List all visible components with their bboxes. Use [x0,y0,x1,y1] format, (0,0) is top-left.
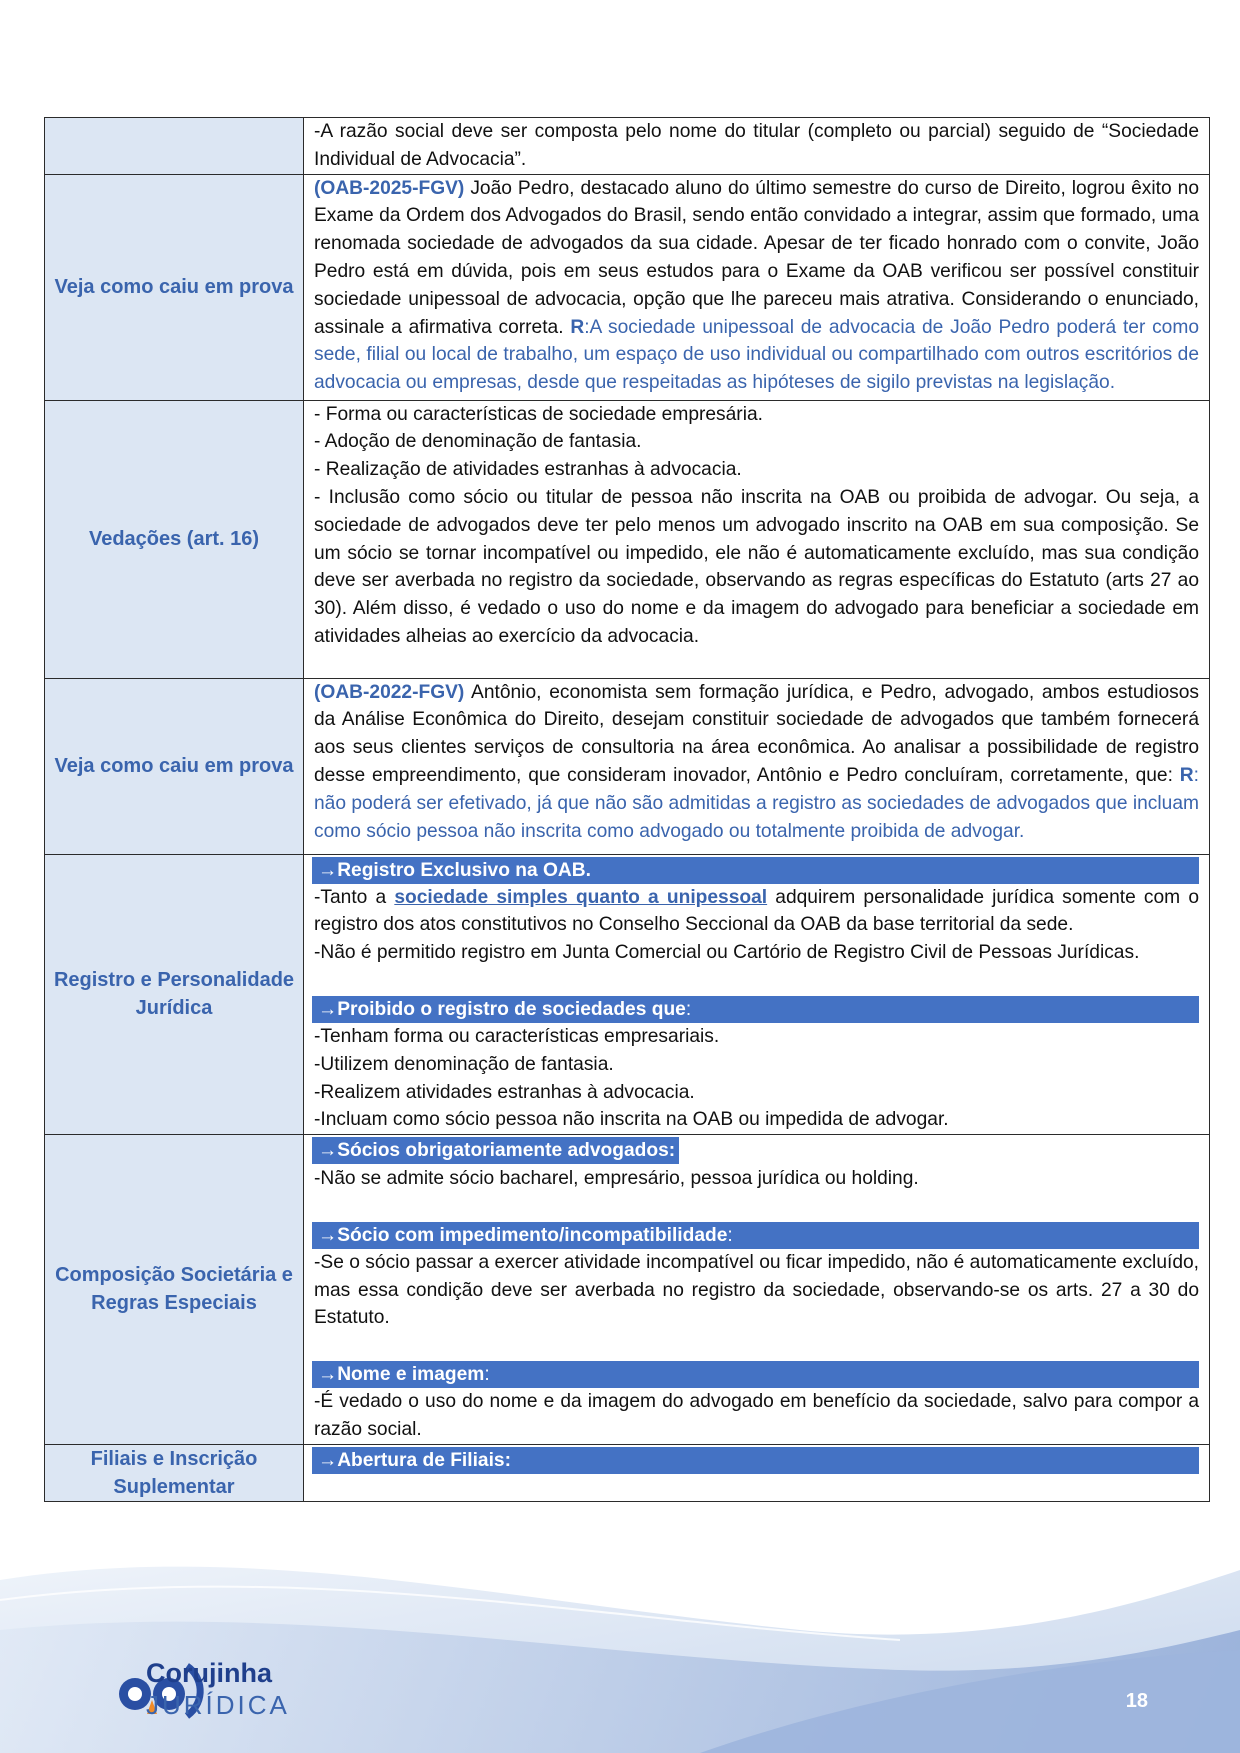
row-content [304,1444,1210,1501]
paragraph: -Tanto a sociedade simples quanto a unipessoal adquirem personalidade jurídica somente com o registro dos atos constitutivos no Conselho Seccional da OAB da base territorial da sede. [314,886,1199,936]
row-label: Composição Societária e Regras Especiais [45,1135,304,1445]
paragraph: -Não é permitido registro em Junta Comercial ou Cartório de Registro Civil de Pessoas Jurídicas. [314,942,1140,964]
section-heading: →Proibido o registro de sociedades que: [312,996,1199,1023]
row-label: Veja como caiu em prova [45,174,304,400]
row-content [304,854,1210,1135]
paragraph: -É vedado o uso do nome e da imagem do advogado em benefício da sociedade, salvo para compor a razão social. [314,1391,1199,1440]
logo-text: JURÍDICA [146,1690,290,1720]
page-number: 18 [1125,1690,1148,1712]
table-row [45,1444,1210,1501]
highlight-link[interactable]: sociedade simples quanto a unipessoal [394,886,768,908]
row-content [304,1135,1210,1445]
row-label [45,118,304,175]
list-item: - Adoção de denominação de fantasia. [314,431,642,453]
list-item: -Realizem atividades estranhas à advocacia. [314,1081,695,1103]
paragraph: -A razão social deve ser composta pelo nome do titular (completo ou parcial) seguido de “Sociedade Individual de Advocacia”. [314,121,1199,170]
row-content [304,400,1210,678]
answer-text: :A sociedade unipessoal de advocacia de João Pedro poderá ter como sede, filial ou local de trabalho, um espaço de uso individual ou compartilhado com outros escritórios de advocacia ou empresas, desde que respeitadas as hipóteses de sigilo previstas na legislação. [314,316,1200,394]
table-row [45,678,1210,854]
exam-question: (OAB-2025-FGV) João Pedro, destacado aluno do último semestre do curso de Direito, logrou êxito no Exame da Ordem dos Advogados do Brasil, sendo então convidado a integrar, assim que formado, uma renomada sociedade de advogados da sua cidade. Apesar de ter ficado honrado com o convite, João Pedro está em dúvida, pois em seus estudos para o Exame da OAB verificou ser possível constituir sociedade unipessoal de advocacia, opção que lhe pareceu mais atrativa. Considerando o enunciado, assinale a afirmativa correta. R:A sociedade unipessoal de advocacia de João Pedro poderá ter como sede, filial ou local de trabalho, um espaço de uso individual ou compartilhado com outros escritórios de advocacia ou empresas, desde que respeitadas as hipóteses de sigilo previstas na legislação. [314,177,1200,394]
table-row [45,400,1210,678]
row-label: Vedações (art. 16) [45,400,304,678]
logo-text: Corujinha [146,1658,272,1688]
answer-marker: R [570,316,585,338]
row-content [304,118,1210,175]
answer-text: : não poderá ser efetivado, já que não são admitidas a registro as sociedades de advogados que incluam como sócio pessoa não inscrita como advogado ou totalmente proibida de advogar. [314,764,1199,842]
table-row [45,118,1210,175]
section-heading: →Sócio com impedimento/incompatibilidade: [312,1222,1199,1249]
paragraph: -Não se admite sócio bacharel, empresário, pessoa jurídica ou holding. [314,1167,919,1189]
exam-question: (OAB-2022-FGV) Antônio, economista sem formação jurídica, e Pedro, advogado, ambos estudiosos da Análise Econômica do Direito, desejam constituir sociedade de advogados que também fornecerá aos seus clientes serviços de consultoria na área econômica. Ao analisar a possibilidade de registro desse empreendimento, que consideram inovador, Antônio e Pedro concluíram, corretamente, que: R: não poderá ser efetivado, já que não são admitidas a registro as sociedades de advogados que incluam como sócio pessoa não inscrita como advogado ou totalmente proibida de advogar. [314,681,1199,842]
list-item: -Incluam como sócio pessoa não inscrita na OAB ou impedida de advogar. [314,1109,949,1131]
content-table [44,117,1210,1502]
list-item: - Realização de atividades estranhas à advocacia. [314,459,742,481]
list-item: - Forma ou características de sociedade empresária. [314,403,763,425]
section-heading: →Sócios obrigatoriamente advogados: [312,1137,679,1164]
exam-tag: (OAB-2025-FGV) [314,177,465,199]
table-row [45,174,1210,400]
list-item: -Utilizem denominação de fantasia. [314,1053,614,1075]
table-row [45,1135,1210,1445]
table-row [45,854,1210,1135]
list-item: - Inclusão como sócio ou titular de pessoa não inscrita na OAB ou proibida de advogar. Ou seja, a sociedade de advogados deve ter pelo menos um advogado inscrito na OAB em sua composição. Se um sócio se tornar incompatível ou impedido, ele não é automaticamente excluído, mas sua condição deve ser averbada no registro da sociedade, observando as regras específicas do Estatuto (arts 27 ao 30). Além disso, é vedado o uso do nome e da imagem do advogado para beneficiar a sociedade em atividades alheias ao exercício da advocacia. [314,486,1199,647]
list-item: -Tenham forma ou características empresariais. [314,1025,720,1047]
row-label: Filiais e Inscrição Suplementar [45,1444,304,1501]
row-label: Veja como caiu em prova [45,678,304,854]
row-content [304,678,1210,854]
section-heading: →Nome e imagem: [312,1361,1199,1388]
exam-tag: (OAB-2022-FGV) [314,681,465,703]
answer-marker: R [1179,764,1194,786]
section-heading: →Abertura de Filiais: [312,1447,1199,1474]
row-content [304,174,1210,400]
section-heading: →Registro Exclusivo na OAB. [312,857,1199,884]
row-label: Registro e Personalidade Jurídica [45,854,304,1135]
paragraph: -Se o sócio passar a exercer atividade incompatível ou ficar impedido, não é automaticamente excluído, mas essa condição deve ser averbada no registro da sociedade, observando-se os arts. 27 a 30 do Estatuto. [314,1251,1199,1329]
